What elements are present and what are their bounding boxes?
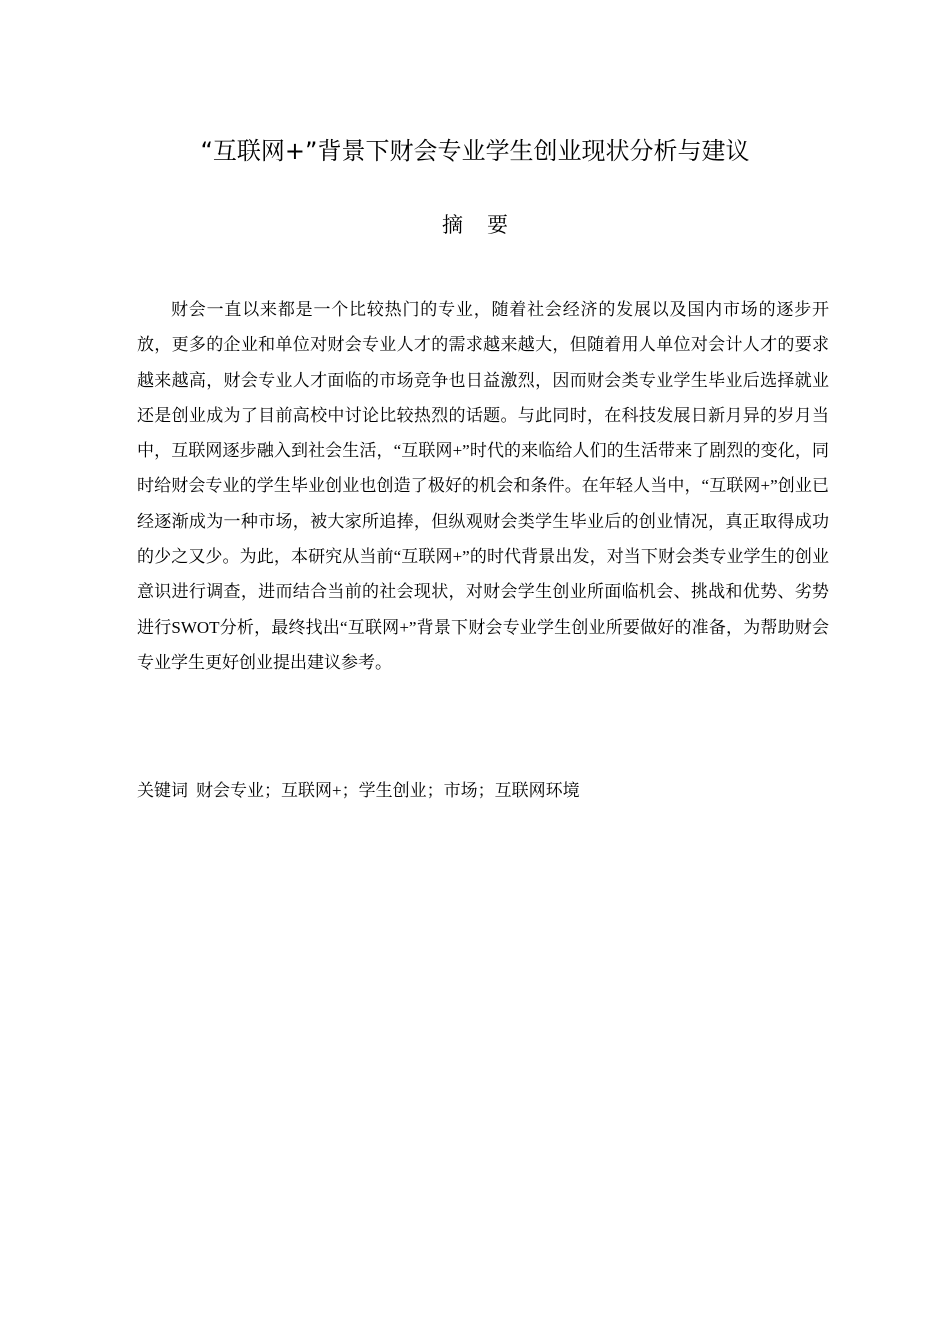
keywords-label: 关键词 — [137, 781, 188, 801]
abstract-heading — [60, 208, 890, 242]
abstract-heading-part2: 要 — [487, 213, 508, 237]
document-title: “互联网+”背景下财会专业学生创业现状分析与建议 — [200, 137, 750, 165]
keywords-list: 财会专业；互联网+；学生创业；市场；互联网环境 — [196, 781, 580, 800]
abstract-paragraph: 财会一直以来都是一个比较热门的专业，随着社会经济的发展以及国内市场的逐步开放，更多的企业和单位对财会专业人才的需求越来越大，但随着用人单位对会计人才的要求越来越高，财会专业人才面临的市场竞争也日益激烈，因而财会类专业学生毕业后选择就业还是创业成为了目前高校中讨论比较热烈的话题。与此同时，在科技发展日新月异的岁月当中，互联网逐步融入到社会生活，“互联网+”时代的来临给人们的生活带来了剧烈的变化，同时给财会专业的学生毕业创业也创造了极好的机会和条件。在年轻人当中，“互联网+”创业已经逐渐成为一种市场，被大家所追捧，但纵观财会类学生毕业后的创业情况，真正取得成功的少之又少。为此，本研究从当前“互联网+”的时代背景出发，对当下财会类专业学生的创业意识进行调查，进而结合当前的社会现状，对财会学生创业所面临机会、挑战和优势、劣势进行SWOT分析，最终找出“互联网+”背景下财会专业学生创业所要做好的准备，为帮助财会专业学生更好创业提出建议参考。 — [137, 300, 829, 672]
abstract-heading-part1: 摘 — [442, 213, 463, 237]
keywords-line — [137, 774, 837, 808]
